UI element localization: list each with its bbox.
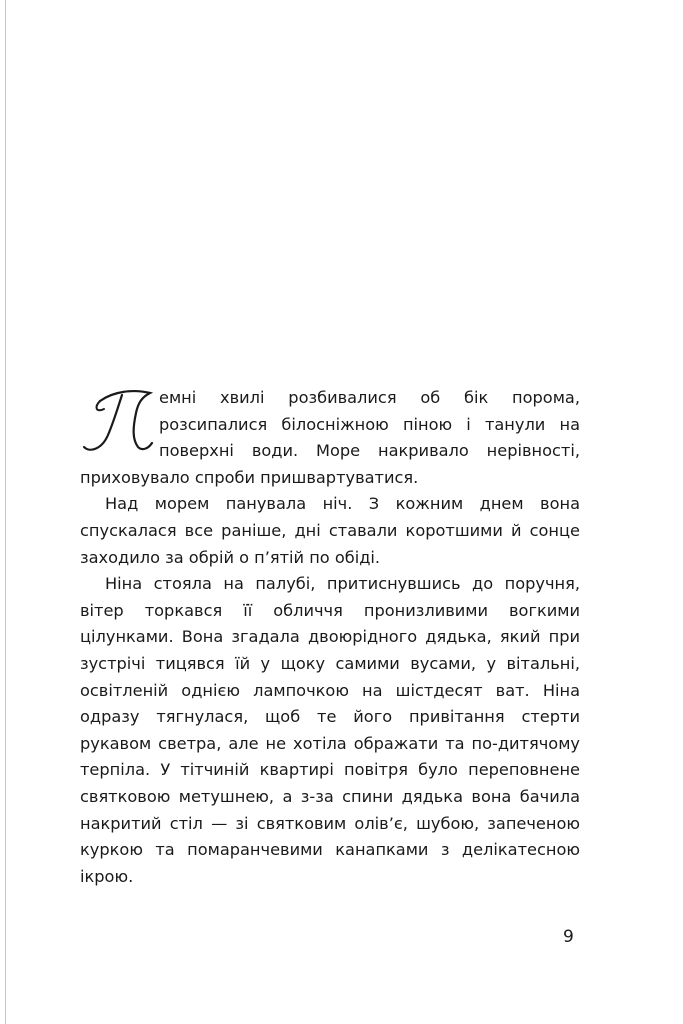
paragraph-1 <box>80 385 580 491</box>
page-edge-line <box>5 0 6 1024</box>
page-number: 9 <box>563 927 574 947</box>
body-text <box>80 385 580 890</box>
drop-cap-glyph <box>80 387 155 455</box>
paragraph-2: Над морем панувала ніч. З кожним днем вона спускалася все раніше, дні ставали коротшими й сонце заходило за обрій о п’ятій по обіді. <box>80 494 580 567</box>
drop-cap-letter <box>80 387 155 455</box>
paragraph-1-text: емні хвилі розбивалися об бік порома, розсипалися білосніжною піною і танули на поверхні води. Море накривало нерівності, приховувало спроби пришвартуватися. <box>80 388 580 487</box>
paragraph-3: Ніна стояла на палубі, притиснувшись до поручня, вітер торкався її обличчя пронизливими вогкими цілунками. Вона згадала двоюрідного дядька, який при зустрічі тицявся їй у щоку самими вусами, у вітальні, освітленій однією лампочкою на шістдесят ват. Ніна одразу тягнулася, щоб те його привітання стерти рукавом светра, але не хотіла ображати та по-дитячому терпіла. У тітчиній квартирі повітря було переповнене святковою метушнею, а з-за спини дядька вона бачила накритий стіл — зі святковим олів’є, шубою, запеченою куркою та помаранчевими канапками з делікатесною ікрою. <box>80 574 580 886</box>
